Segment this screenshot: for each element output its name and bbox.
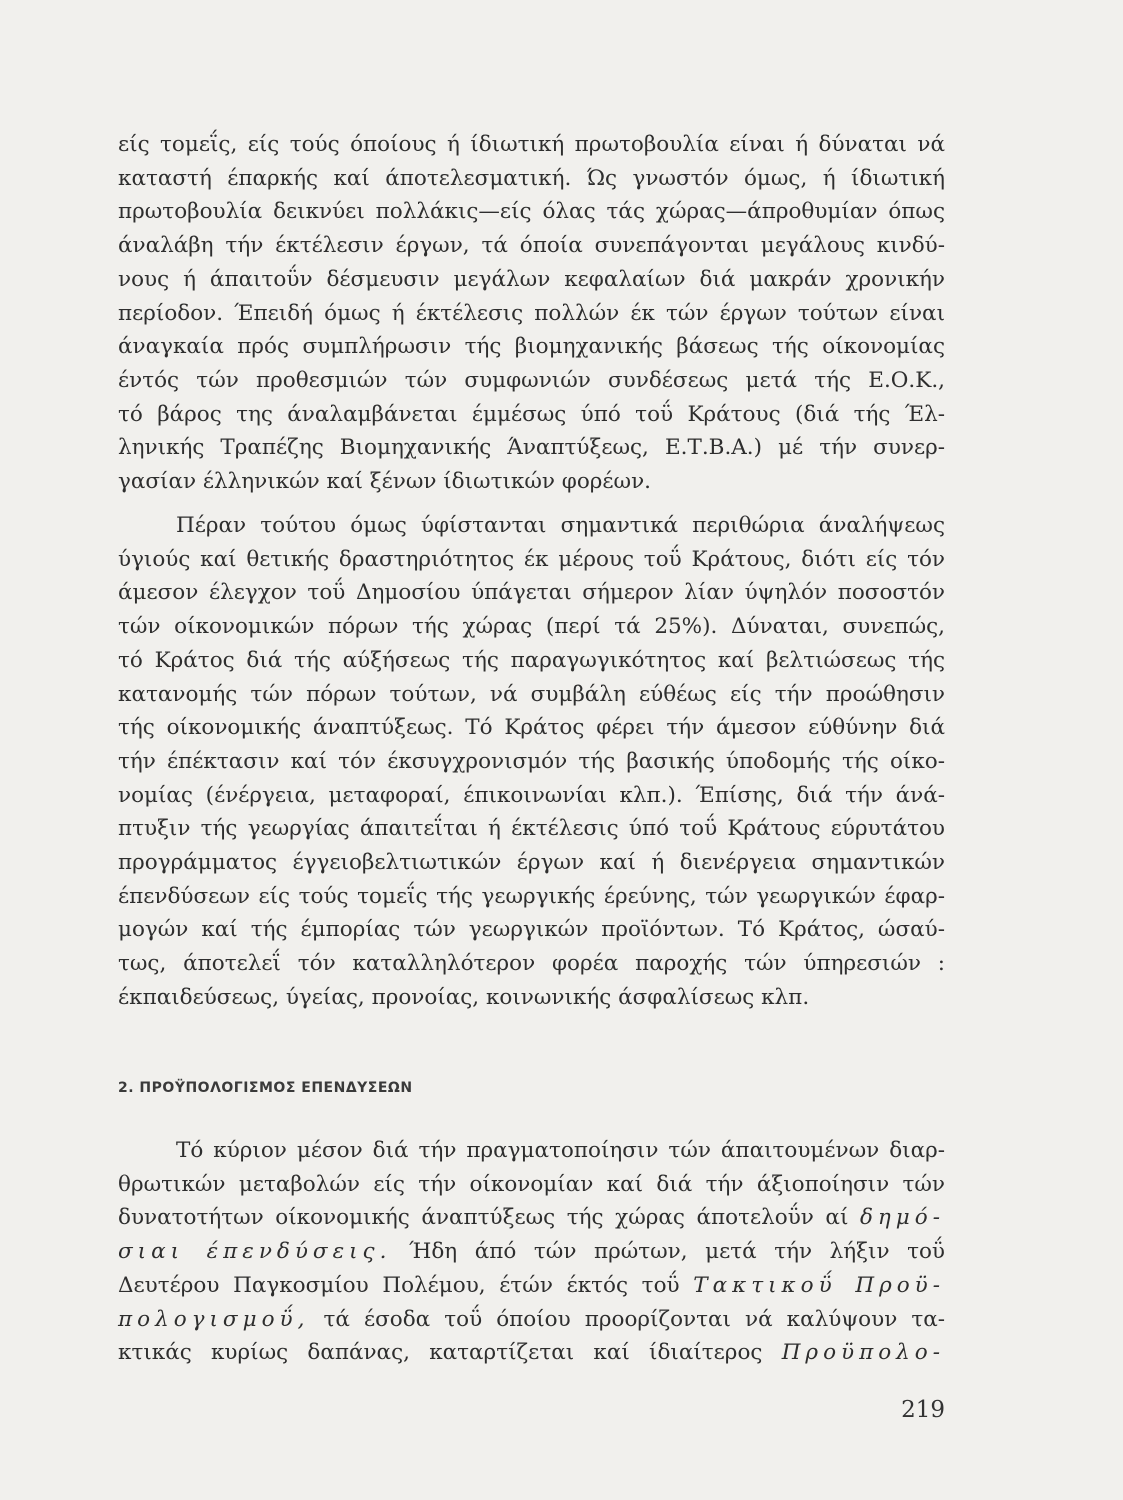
emphasized-term: σιαι έπενδύσεις. [118, 1239, 392, 1265]
paragraph-state-role [118, 509, 945, 1015]
text-line: καταστή έπαρκής καί άποτελεσματική. Ώς γνωστόν όμως, ή ίδιωτική [118, 165, 945, 191]
text-line: πρωτοβουλία δεικνύει πολλάκις—είς όλας τάς χώρας—άπροθυμίαν όπως [118, 199, 945, 225]
text-line: κατανομής τών πόρων τούτων, νά συμβάλη εύθέως είς τήν προώθησιν [118, 681, 945, 707]
text-line: έντός τών προθεσμιών τών συμφωνιών συνδέσεως μετά τής Ε.Ο.Κ., [118, 367, 945, 393]
text-run: κτικάς κυρίως δαπάνας, καταρτίζεται καί ίδιαίτερος [118, 1340, 763, 1366]
section-heading: 2. ΠΡΟΫΠΟΛΟΓΙΣΜΟΣ ΕΠΕΝΔΥΣΕΩΝ [118, 1080, 413, 1096]
text-line [118, 1201, 945, 1235]
text-line: γασίαν έλληνικών καί ξένων ίδιωτικών φορέων. [118, 469, 651, 495]
text-line: τήν έπέκτασιν καί τόν έκσυγχρονισμόν τής βασικής ύποδομής τής οίκο- [118, 748, 945, 774]
text-line: θρωτικών μεταβολών είς τήν οίκονομίαν καί διά τήν άξιοποίησιν τών [118, 1171, 945, 1197]
text-run: Ήδη άπό τών πρώτων, μετά τήν λήξιν τοΰ [391, 1239, 945, 1265]
text-line: προγράμματος έγγειοβελτιωτικών έργων καί ή διενέργεια σημαντικών [118, 850, 945, 876]
text-line [118, 1303, 945, 1337]
paragraph-public-investments [118, 1134, 945, 1370]
text-line: άναλάβη τήν έκτέλεσιν έργων, τά όποία συνεπάγονται μεγάλους κινδύ- [118, 233, 945, 259]
text-line: ληνικής Τραπέζης Βιομηχανικής Άναπτύξεως, Ε.Τ.Β.Α.) μέ τήν συνερ- [118, 435, 945, 461]
text-line: πτυξιν τής γεωργίας άπαιτεΐται ή έκτέλεσις ύπό τοΰ Κράτους εύρυτάτου [118, 816, 945, 842]
text-line: τό Κράτος διά τής αύξήσεως τής παραγωγικότητος καί βελτιώσεως τής [118, 647, 945, 673]
text-line: άμεσον έλεγχον τοΰ Δημοσίου ύπάγεται σήμερον λίαν ύψηλόν ποσοστόν [118, 580, 945, 606]
text-line [118, 1235, 945, 1269]
text-line: έκπαιδεύσεως, ύγείας, προνοίας, κοινωνικής άσφαλίσεως κλπ. [118, 984, 810, 1010]
text-line: τό βάρος της άναλαμβάνεται έμμέσως ύπό τοΰ Κράτους (διά τής Έλ- [118, 401, 945, 427]
text-line: περίοδον. Έπειδή όμως ή έκτέλεσις πολλών έκ τών έργων τούτων είναι [118, 300, 945, 326]
text-run: Δευτέρου Παγκοσμίου Πολέμου, έτών έκτός τοΰ [118, 1272, 680, 1298]
text-line: μογών καί τής έμπορίας τών γεωργικών προϊόντων. Τό Κράτος, ώσαύ- [118, 917, 945, 943]
text-line: έπενδύσεων είς τούς τομεΐς τής γεωργικής έρεύνης, τών γεωργικών έφαρ- [118, 883, 945, 909]
text-run: τά έσοδα τοΰ όποίου προορίζονται νά καλύψουν τα- [309, 1306, 945, 1332]
page-number: 219 [901, 1397, 945, 1423]
emphasized-term: δημό- [859, 1205, 945, 1231]
emphasized-term: Τακτικοΰ Προϋ- [693, 1272, 945, 1298]
text-line: άναγκαία πρός συμπλήρωσιν τής βιομηχανικής βάσεως τής οίκονομίας [118, 334, 945, 360]
text-line [118, 1336, 945, 1370]
text-line: ύγιούς καί θετικής δραστηριότητος έκ μέρους τοΰ Κράτους, διότι είς τόν [118, 546, 945, 572]
text-line [118, 1269, 945, 1303]
text-line: νομίας (ένέργεια, μεταφοραί, έπικοινωνίαι κλπ.). Έπίσης, διά τήν άνά- [118, 782, 945, 808]
text-line: νους ή άπαιτοΰν δέσμευσιν μεγάλων κεφαλαίων διά μακράν χρονικήν [118, 266, 945, 292]
text-line: είς τομεΐς, είς τούς όποίους ή ίδιωτική πρωτοβουλία είναι ή δύναται νά [118, 132, 945, 157]
text-line: τως, άποτελεΐ τόν καταλληλότερον φορέα παροχής τών ύπηρεσιών : [118, 951, 945, 977]
emphasized-term: πολογισμοΰ, [118, 1306, 310, 1332]
text-line: τής οίκονομικής άναπτύξεως. Τό Κράτος φέρει τήν άμεσον εύθύνην διά [118, 715, 945, 741]
text-line: Πέραν τούτου όμως ύφίστανται σημαντικά περιθώρια άναλήψεως [176, 513, 945, 538]
paragraph-private-initiative [118, 128, 945, 499]
text-run: δυνατοτήτων οίκονομικής άναπτύξεως τής χώρας άποτελοΰν αί [118, 1205, 849, 1231]
text-line: τών οίκονομικών πόρων τής χώρας (περί τά 25%). Δύναται, συνεπώς, [118, 614, 945, 640]
text-line: Τό κύριον μέσον διά τήν πραγματοποίησιν τών άπαιτουμένων διαρ- [176, 1138, 945, 1163]
emphasized-term: Προϋπολο- [781, 1340, 946, 1366]
